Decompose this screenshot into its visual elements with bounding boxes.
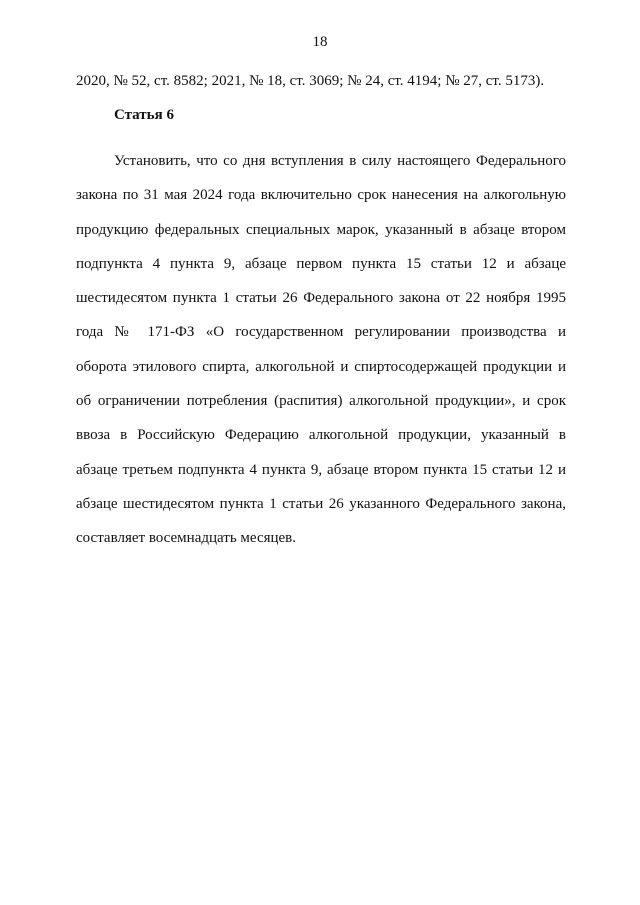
previous-article-continuation: 2020, № 52, ст. 8582; 2021, № 18, ст. 3069; № 24, ст. 4194; № 27, ст. 5173).	[76, 73, 545, 89]
body-line: абзаце третьем подпункта 4 пункта 9, абзаце втором пункта 15 статьи 12 и	[76, 461, 566, 478]
body-line: закона по 31 мая 2024 года включительно срок нанесения на алкогольную	[76, 187, 566, 204]
page-number: 18	[312, 34, 328, 50]
article-heading: Статья 6	[114, 107, 174, 123]
article-body	[76, 144, 566, 556]
body-line: продукцию федеральных специальных марок, указанный в абзаце втором	[76, 221, 566, 238]
body-line: года № 171-ФЗ «О государственном регулировании производства и	[76, 324, 566, 341]
body-line: шестидесятом пункта 1 статьи 26 Федерального закона от 22 ноября 1995	[76, 290, 566, 307]
body-line: ввоза в Российскую Федерацию алкогольной продукции, указанный в	[76, 427, 566, 444]
body-line: подпункта 4 пункта 9, абзаце первом пункта 15 статьи 12 и абзаце	[76, 255, 566, 272]
body-line-last: составляет восемнадцать месяцев.	[76, 530, 297, 547]
body-line: абзаце шестидесятом пункта 1 статьи 26 указанного Федерального закона,	[76, 495, 566, 512]
body-line: Установить, что со дня вступления в силу настоящего Федерального	[114, 153, 566, 169]
body-line: оборота этилового спирта, алкогольной и спиртосодержащей продукции и	[76, 358, 566, 375]
body-line: об ограничении потребления (распития) алкогольной продукции», и срок	[76, 393, 566, 410]
